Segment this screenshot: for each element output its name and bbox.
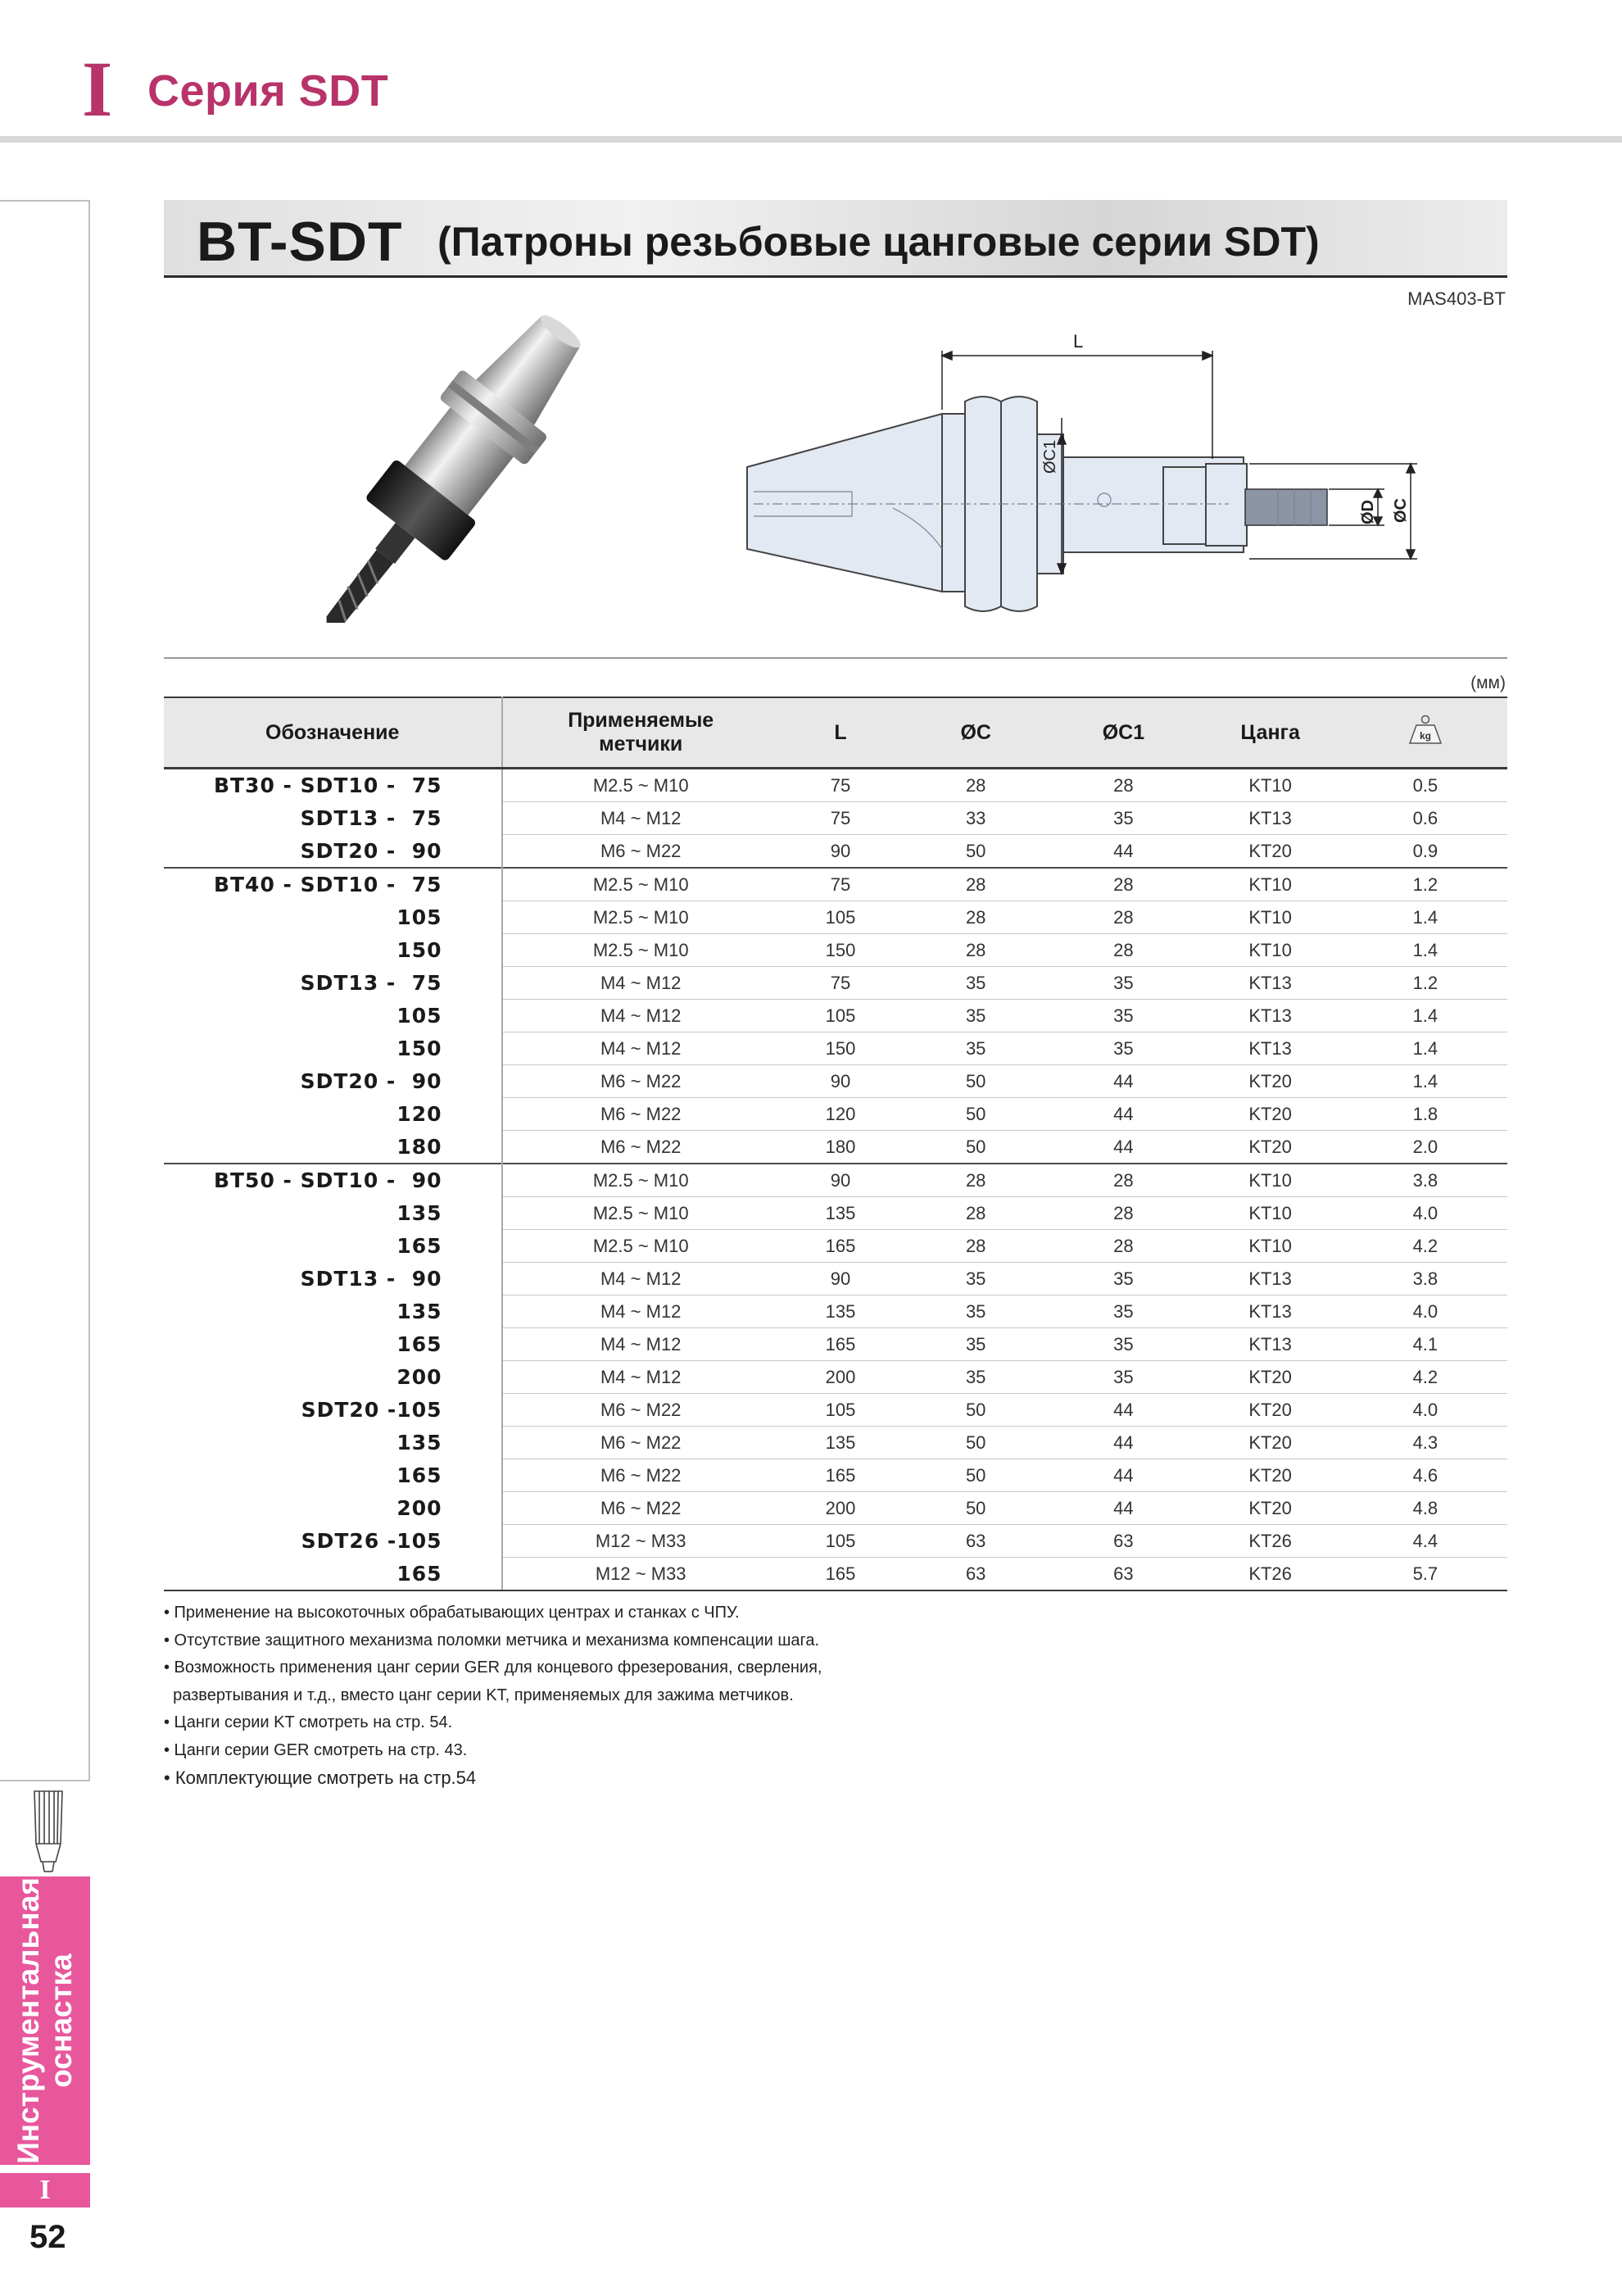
row-L: 105 <box>779 1394 902 1427</box>
header-taps-line2: метчики <box>599 733 683 756</box>
row-C1: 44 <box>1049 1492 1197 1525</box>
row-designation: BT40 - SDT10 - 75 <box>164 868 502 901</box>
row-C1: 35 <box>1049 967 1197 1000</box>
row-weight: 4.0 <box>1343 1197 1507 1230</box>
row-L: 150 <box>779 934 902 967</box>
header-C: ØC <box>902 697 1049 769</box>
product-description: (Патроны резьбовые цанговые серии SDT) <box>437 219 1320 265</box>
row-collet: KT20 <box>1198 1065 1343 1098</box>
row-L: 90 <box>779 835 902 869</box>
table-row <box>164 1000 1507 1032</box>
row-taps: M4 ~ M12 <box>502 1295 779 1328</box>
table-top-rule <box>164 657 1507 659</box>
row-designation: SDT20 -105 <box>164 1394 502 1427</box>
dim-C-label: ØC <box>1392 498 1410 523</box>
row-collet: KT26 <box>1198 1558 1343 1591</box>
table-row <box>164 1361 1507 1394</box>
row-designation: 135 <box>164 1197 502 1230</box>
row-C: 28 <box>902 901 1049 934</box>
row-C: 33 <box>902 802 1049 835</box>
row-taps: M12 ~ M33 <box>502 1558 779 1591</box>
row-collet: KT20 <box>1198 1361 1343 1394</box>
row-designation: 165 <box>164 1230 502 1263</box>
row-C1: 35 <box>1049 1032 1197 1065</box>
note-item: • Цанги серии KT смотреть на стр. 54. <box>164 1713 453 1731</box>
row-L: 120 <box>779 1098 902 1131</box>
table-row <box>164 1328 1507 1361</box>
row-weight: 3.8 <box>1343 1263 1507 1295</box>
header-taps <box>502 697 779 769</box>
row-designation: 150 <box>164 934 502 967</box>
row-C1: 44 <box>1049 835 1197 869</box>
row-L: 165 <box>779 1459 902 1492</box>
row-weight: 2.0 <box>1343 1131 1507 1164</box>
row-C: 50 <box>902 1065 1049 1098</box>
row-taps: M2.5 ~ M10 <box>502 868 779 901</box>
standard-label: MAS403-BT <box>1407 288 1506 309</box>
row-C1: 28 <box>1049 1164 1197 1197</box>
row-L: 180 <box>779 1131 902 1164</box>
row-taps: M2.5 ~ M10 <box>502 901 779 934</box>
table-row <box>164 1295 1507 1328</box>
row-weight: 3.8 <box>1343 1164 1507 1197</box>
row-weight: 0.9 <box>1343 835 1507 869</box>
row-collet: KT13 <box>1198 1000 1343 1032</box>
row-L: 135 <box>779 1197 902 1230</box>
row-C: 28 <box>902 934 1049 967</box>
row-C: 50 <box>902 1459 1049 1492</box>
section-title: Серия SDT <box>147 66 389 116</box>
row-C1: 44 <box>1049 1065 1197 1098</box>
row-designation: 150 <box>164 1032 502 1065</box>
row-weight: 0.5 <box>1343 769 1507 802</box>
row-designation: SDT13 - 90 <box>164 1263 502 1295</box>
table-row <box>164 769 1507 802</box>
table-row <box>164 1558 1507 1591</box>
row-C1: 28 <box>1049 901 1197 934</box>
row-C: 50 <box>902 1131 1049 1164</box>
row-C: 35 <box>902 1328 1049 1361</box>
row-designation: 135 <box>164 1427 502 1459</box>
row-collet: KT10 <box>1198 901 1343 934</box>
row-C: 50 <box>902 835 1049 869</box>
row-collet: KT20 <box>1198 1098 1343 1131</box>
row-collet: KT10 <box>1198 934 1343 967</box>
header-weight <box>1343 697 1507 769</box>
row-collet: KT20 <box>1198 835 1343 869</box>
row-taps: M6 ~ M22 <box>502 1394 779 1427</box>
row-C1: 63 <box>1049 1558 1197 1591</box>
note-item: развертывания и т.д., вместо цанг серии KT, применяемых для зажима метчиков. <box>164 1686 794 1704</box>
row-weight: 4.4 <box>1343 1525 1507 1558</box>
row-taps: M4 ~ M12 <box>502 1032 779 1065</box>
row-weight: 4.2 <box>1343 1361 1507 1394</box>
row-C: 35 <box>902 1000 1049 1032</box>
table-header-row <box>164 697 1507 769</box>
table-row <box>164 1164 1507 1197</box>
row-taps: M4 ~ M12 <box>502 1263 779 1295</box>
sidebar-line-1: Инструментальная <box>11 1877 46 2164</box>
row-C: 35 <box>902 1295 1049 1328</box>
row-C1: 44 <box>1049 1427 1197 1459</box>
spec-table <box>164 697 1507 1591</box>
row-C: 28 <box>902 868 1049 901</box>
row-weight: 1.2 <box>1343 967 1507 1000</box>
row-designation: 105 <box>164 901 502 934</box>
row-taps: M4 ~ M12 <box>502 802 779 835</box>
row-collet: KT20 <box>1198 1131 1343 1164</box>
row-C1: 44 <box>1049 1394 1197 1427</box>
header-L: L <box>779 697 902 769</box>
row-C: 50 <box>902 1427 1049 1459</box>
row-weight: 1.4 <box>1343 934 1507 967</box>
table-row <box>164 868 1507 901</box>
row-taps: M6 ~ M22 <box>502 1492 779 1525</box>
row-taps: M2.5 ~ M10 <box>502 934 779 967</box>
row-C: 63 <box>902 1525 1049 1558</box>
table-row <box>164 1197 1507 1230</box>
side-top-line <box>0 200 90 202</box>
row-collet: KT26 <box>1198 1525 1343 1558</box>
row-C1: 35 <box>1049 1295 1197 1328</box>
row-taps: M6 ~ M22 <box>502 1098 779 1131</box>
table-body <box>164 769 1507 1591</box>
row-designation: 165 <box>164 1558 502 1591</box>
row-designation: 180 <box>164 1131 502 1164</box>
row-L: 165 <box>779 1558 902 1591</box>
row-designation: 165 <box>164 1328 502 1361</box>
row-designation: SDT20 - 90 <box>164 1065 502 1098</box>
table-row <box>164 1131 1507 1164</box>
row-C: 28 <box>902 1164 1049 1197</box>
row-taps: M6 ~ M22 <box>502 1065 779 1098</box>
row-weight: 1.8 <box>1343 1098 1507 1131</box>
row-L: 165 <box>779 1230 902 1263</box>
row-designation: SDT13 - 75 <box>164 967 502 1000</box>
row-L: 105 <box>779 1525 902 1558</box>
row-L: 90 <box>779 1164 902 1197</box>
table-row <box>164 1459 1507 1492</box>
row-L: 135 <box>779 1295 902 1328</box>
row-designation: 135 <box>164 1295 502 1328</box>
row-collet: KT10 <box>1198 769 1343 802</box>
row-designation: SDT20 - 90 <box>164 835 502 869</box>
row-weight: 1.4 <box>1343 1032 1507 1065</box>
table-row <box>164 802 1507 835</box>
row-weight: 4.2 <box>1343 1230 1507 1263</box>
product-photo <box>262 311 647 623</box>
collet-icon <box>23 1786 74 1876</box>
row-taps: M4 ~ M12 <box>502 1328 779 1361</box>
row-C1: 28 <box>1049 1197 1197 1230</box>
row-C1: 35 <box>1049 1328 1197 1361</box>
table-row <box>164 1525 1507 1558</box>
row-L: 150 <box>779 1032 902 1065</box>
row-L: 105 <box>779 1000 902 1032</box>
product-code: BT-SDT <box>197 211 403 273</box>
row-collet: KT20 <box>1198 1459 1343 1492</box>
row-C: 50 <box>902 1098 1049 1131</box>
row-weight: 4.0 <box>1343 1394 1507 1427</box>
row-L: 165 <box>779 1328 902 1361</box>
row-designation: 200 <box>164 1492 502 1525</box>
row-L: 90 <box>779 1065 902 1098</box>
row-taps: M6 ~ M22 <box>502 1427 779 1459</box>
page-number: 52 <box>29 2219 66 2255</box>
table-row <box>164 934 1507 967</box>
table-row <box>164 835 1507 869</box>
row-collet: KT13 <box>1198 1295 1343 1328</box>
row-L: 105 <box>779 901 902 934</box>
table-row <box>164 967 1507 1000</box>
row-designation: 120 <box>164 1098 502 1131</box>
row-collet: KT20 <box>1198 1427 1343 1459</box>
row-taps: M6 ~ M22 <box>502 835 779 869</box>
row-collet: KT10 <box>1198 1197 1343 1230</box>
row-weight: 5.7 <box>1343 1558 1507 1591</box>
note-item: • Цанги серии GER смотреть на стр. 43. <box>164 1740 468 1759</box>
row-C1: 35 <box>1049 802 1197 835</box>
row-weight: 4.3 <box>1343 1427 1507 1459</box>
row-weight: 0.6 <box>1343 802 1507 835</box>
row-collet: KT20 <box>1198 1394 1343 1427</box>
row-weight: 1.2 <box>1343 868 1507 901</box>
row-designation: 165 <box>164 1459 502 1492</box>
note-item: • Возможность применения цанг серии GER для концевого фрезерования, сверления, <box>164 1658 822 1677</box>
row-weight: 4.6 <box>1343 1459 1507 1492</box>
row-C: 28 <box>902 1197 1049 1230</box>
dim-C1-label: ØC1 <box>1041 439 1059 474</box>
sidebar-label <box>0 1876 90 2165</box>
row-weight: 4.0 <box>1343 1295 1507 1328</box>
notes <box>164 1599 1393 1792</box>
table-row <box>164 1230 1507 1263</box>
row-C1: 28 <box>1049 934 1197 967</box>
table-row <box>164 1098 1507 1131</box>
row-C1: 35 <box>1049 1263 1197 1295</box>
row-weight: 1.4 <box>1343 1000 1507 1032</box>
row-C1: 63 <box>1049 1525 1197 1558</box>
row-L: 200 <box>779 1492 902 1525</box>
row-L: 75 <box>779 967 902 1000</box>
section-mark: I <box>82 45 113 133</box>
header-collet: Цанга <box>1198 697 1343 769</box>
title-banner <box>164 200 1507 278</box>
row-C: 35 <box>902 1032 1049 1065</box>
row-C: 28 <box>902 1230 1049 1263</box>
row-collet: KT13 <box>1198 967 1343 1000</box>
row-C1: 44 <box>1049 1098 1197 1131</box>
row-L: 75 <box>779 802 902 835</box>
row-designation: SDT26 -105 <box>164 1525 502 1558</box>
row-collet: KT10 <box>1198 868 1343 901</box>
row-taps: M4 ~ M12 <box>502 1361 779 1394</box>
row-weight: 4.1 <box>1343 1328 1507 1361</box>
row-collet: KT10 <box>1198 1164 1343 1197</box>
weight-icon <box>1407 714 1444 746</box>
row-L: 90 <box>779 1263 902 1295</box>
row-taps: M2.5 ~ M10 <box>502 1197 779 1230</box>
row-C1: 28 <box>1049 1230 1197 1263</box>
table-row <box>164 1427 1507 1459</box>
row-taps: M2.5 ~ M10 <box>502 1164 779 1197</box>
dim-D-label: ØD <box>1359 500 1377 524</box>
row-C1: 35 <box>1049 1000 1197 1032</box>
row-C1: 28 <box>1049 769 1197 802</box>
table-row <box>164 1032 1507 1065</box>
row-taps: M12 ~ M33 <box>502 1525 779 1558</box>
note-item: • Применение на высокоточных обрабатывающих центрах и станках с ЧПУ. <box>164 1604 740 1622</box>
sidebar-line-2: оснастка <box>44 1953 79 2088</box>
row-C: 35 <box>902 1263 1049 1295</box>
row-L: 200 <box>779 1361 902 1394</box>
row-collet: KT13 <box>1198 1032 1343 1065</box>
table-row <box>164 901 1507 934</box>
dim-L-label: L <box>1073 331 1084 352</box>
table-row <box>164 1394 1507 1427</box>
row-collet: KT20 <box>1198 1492 1343 1525</box>
row-C: 35 <box>902 1361 1049 1394</box>
row-C1: 28 <box>1049 868 1197 901</box>
row-taps: M4 ~ M12 <box>502 1000 779 1032</box>
row-C: 63 <box>902 1558 1049 1591</box>
note-item: • Отсутствие защитного механизма поломки метчика и механизма компенсации шага. <box>164 1631 820 1649</box>
sidebar-roman: I <box>0 2173 90 2208</box>
table-row <box>164 1065 1507 1098</box>
row-taps: M2.5 ~ M10 <box>502 769 779 802</box>
row-C1: 35 <box>1049 1361 1197 1394</box>
row-designation: BT30 - SDT10 - 75 <box>164 769 502 802</box>
side-bottom-line <box>0 1780 90 1781</box>
row-taps: M6 ~ M22 <box>502 1459 779 1492</box>
row-weight: 1.4 <box>1343 1065 1507 1098</box>
row-taps: M4 ~ M12 <box>502 967 779 1000</box>
row-collet: KT13 <box>1198 1328 1343 1361</box>
row-C1: 44 <box>1049 1459 1197 1492</box>
header-C1: ØC1 <box>1049 697 1197 769</box>
technical-drawing <box>737 328 1425 623</box>
row-C: 35 <box>902 967 1049 1000</box>
header-designation: Обозначение <box>164 697 502 769</box>
row-designation: BT50 - SDT10 - 90 <box>164 1164 502 1197</box>
row-collet: KT13 <box>1198 802 1343 835</box>
table-row <box>164 1263 1507 1295</box>
row-C: 50 <box>902 1492 1049 1525</box>
row-designation: 105 <box>164 1000 502 1032</box>
row-weight: 4.8 <box>1343 1492 1507 1525</box>
row-C1: 44 <box>1049 1131 1197 1164</box>
header-rule <box>0 136 1622 143</box>
row-L: 75 <box>779 769 902 802</box>
row-weight: 1.4 <box>1343 901 1507 934</box>
side-divider <box>88 200 90 1781</box>
row-collet: KT13 <box>1198 1263 1343 1295</box>
row-L: 135 <box>779 1427 902 1459</box>
row-taps: M6 ~ M22 <box>502 1131 779 1164</box>
table-row <box>164 1492 1507 1525</box>
header-taps-line1: Применяемые <box>568 709 714 732</box>
row-designation: SDT13 - 75 <box>164 802 502 835</box>
units-label: (мм) <box>1470 674 1506 692</box>
weight-icon-text: kg <box>1419 729 1431 742</box>
row-designation: 200 <box>164 1361 502 1394</box>
row-C: 50 <box>902 1394 1049 1427</box>
row-taps: M2.5 ~ M10 <box>502 1230 779 1263</box>
note-item: • Комплектующие смотреть на стр.54 <box>164 1767 477 1788</box>
row-collet: KT10 <box>1198 1230 1343 1263</box>
row-L: 75 <box>779 868 902 901</box>
row-C: 28 <box>902 769 1049 802</box>
